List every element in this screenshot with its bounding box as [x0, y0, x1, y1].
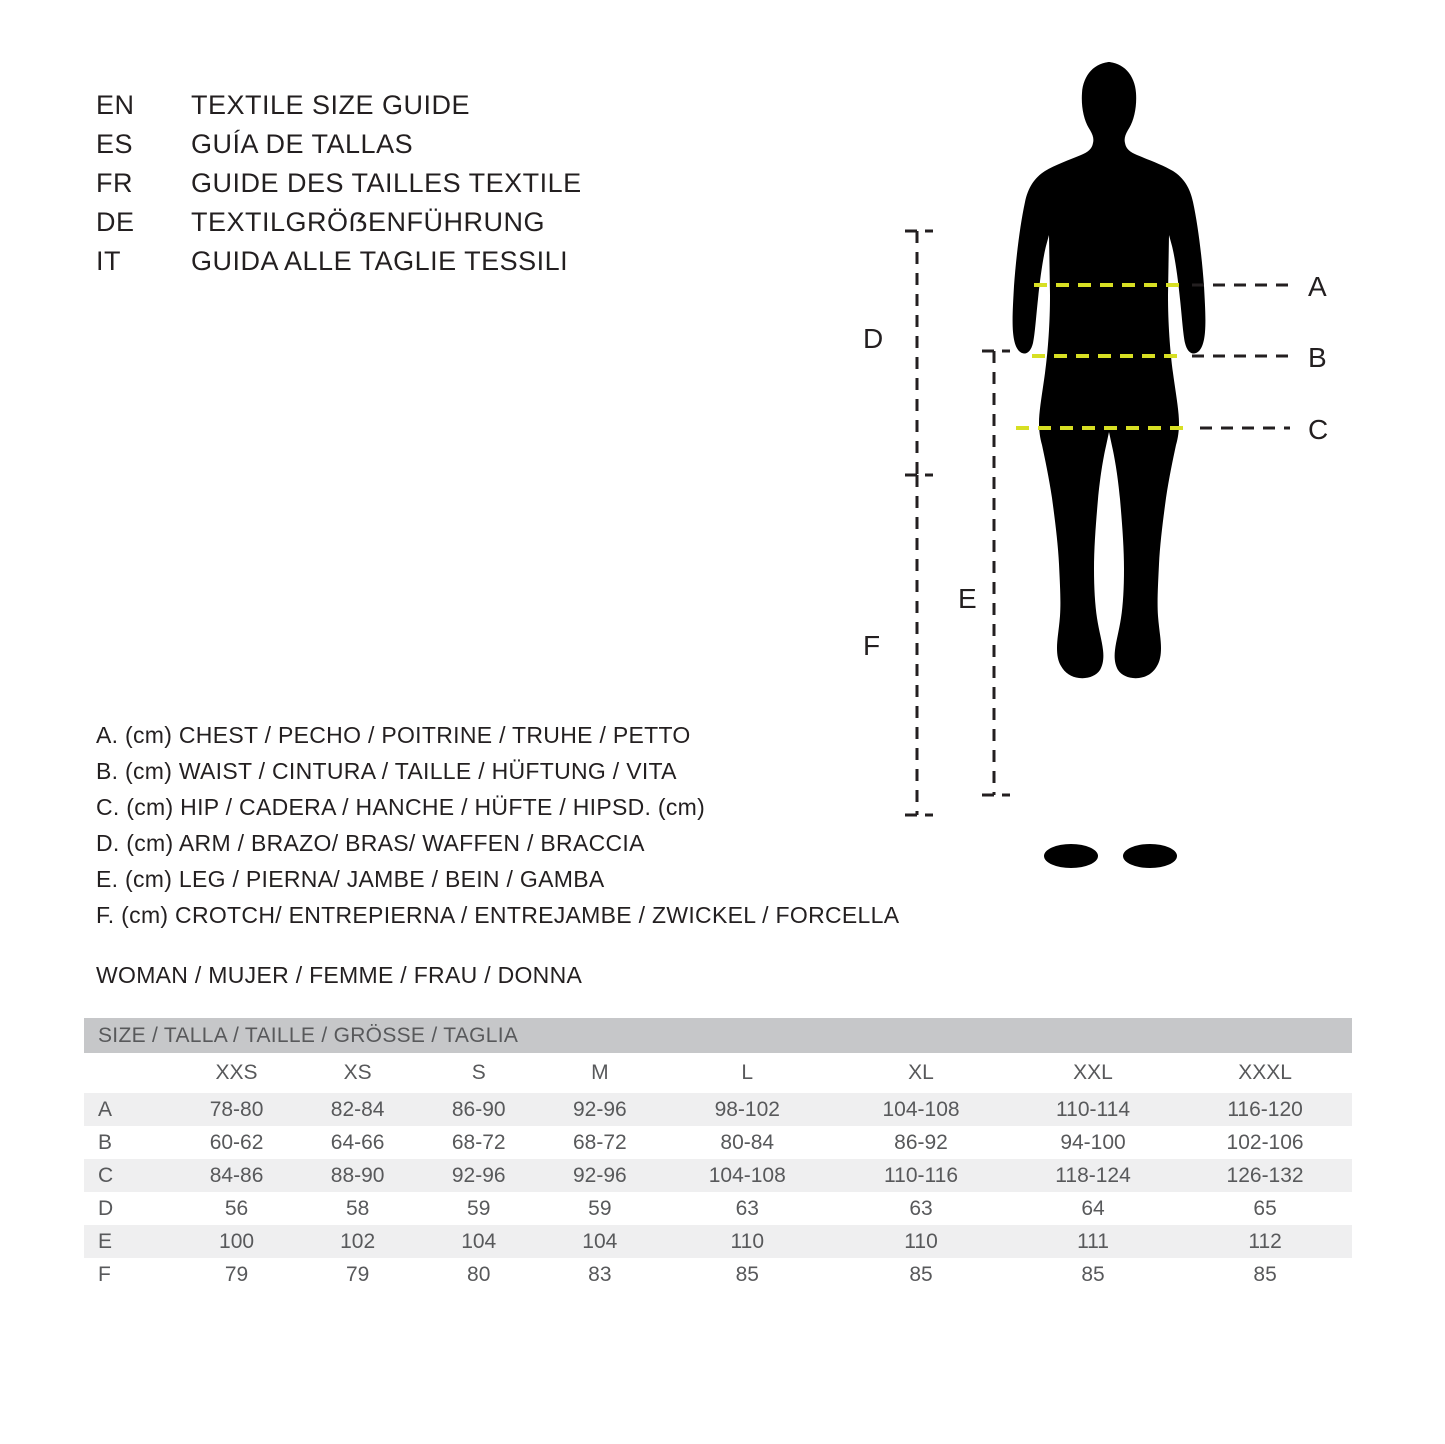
table-corner-cell	[84, 1053, 176, 1093]
cell-d-xs: 58	[297, 1192, 418, 1225]
cell-b-xxxl: 102-106	[1178, 1126, 1352, 1159]
cell-f-xs: 79	[297, 1258, 418, 1291]
cell-b-l: 80-84	[660, 1126, 834, 1159]
leg-label: E	[958, 583, 977, 614]
table-band-title: SIZE / TALLA / TAILLE / GRÖSSE / TAGLIA	[84, 1018, 1352, 1053]
table-row	[84, 1093, 1352, 1126]
measurement-figure	[830, 55, 1390, 915]
cell-c-xxxl: 126-132	[1178, 1159, 1352, 1192]
legend-item-d: D. (cm) ARM / BRAZO/ BRAS/ WAFFEN / BRACCIA	[96, 830, 645, 856]
table-row	[84, 1126, 1352, 1159]
legend-item-b: B. (cm) WAIST / CINTURA / TAILLE / HÜFTUNG / VITA	[96, 758, 677, 784]
cell-c-l: 104-108	[660, 1159, 834, 1192]
row-label-e: E	[84, 1225, 176, 1258]
title-lang-it: IT	[96, 246, 121, 276]
title-row	[96, 129, 716, 168]
column-header-xxxl: XXXL	[1178, 1053, 1352, 1093]
column-header-xl: XL	[834, 1053, 1008, 1093]
title-row	[96, 246, 716, 285]
cell-c-m: 92-96	[539, 1159, 660, 1192]
cell-f-xxs: 79	[176, 1258, 297, 1291]
table-row	[84, 1192, 1352, 1225]
title-row	[96, 207, 716, 246]
cell-b-xxl: 94-100	[1008, 1126, 1178, 1159]
group-caption: WOMAN / MUJER / FEMME / FRAU / DONNA	[96, 962, 583, 988]
cell-f-xxxl: 85	[1178, 1258, 1352, 1291]
column-header-l: L	[660, 1053, 834, 1093]
cell-c-s: 92-96	[418, 1159, 539, 1192]
cell-e-l: 110	[660, 1225, 834, 1258]
cell-d-xl: 63	[834, 1192, 1008, 1225]
title-text-fr: GUIDE DES TAILLES TEXTILE	[191, 168, 582, 198]
row-label-a: A	[84, 1093, 176, 1126]
hip-label: C	[1308, 414, 1329, 445]
cell-e-xxl: 111	[1008, 1225, 1178, 1258]
table-column-header-row	[84, 1053, 1352, 1093]
cell-a-xxxl: 116-120	[1178, 1093, 1352, 1126]
cell-d-xxl: 64	[1008, 1192, 1178, 1225]
cell-f-xxl: 85	[1008, 1258, 1178, 1291]
waist-label: B	[1308, 342, 1327, 373]
cell-e-xxxl: 112	[1178, 1225, 1352, 1258]
cell-b-xxs: 60-62	[176, 1126, 297, 1159]
cell-e-s: 104	[418, 1225, 539, 1258]
cell-a-xl: 104-108	[834, 1093, 1008, 1126]
row-label-c: C	[84, 1159, 176, 1192]
title-lang-es: ES	[96, 129, 134, 159]
cell-e-xxs: 100	[176, 1225, 297, 1258]
column-header-s: S	[418, 1053, 539, 1093]
cell-e-m: 104	[539, 1225, 660, 1258]
cell-a-xxs: 78-80	[176, 1093, 297, 1126]
title-lang-fr: FR	[96, 168, 133, 198]
cell-a-xxl: 110-114	[1008, 1093, 1178, 1126]
cell-c-xl: 110-116	[834, 1159, 1008, 1192]
title-lang-de: DE	[96, 207, 135, 237]
cell-e-xs: 102	[297, 1225, 418, 1258]
table-band-header	[84, 1018, 1352, 1053]
title-lang-en: EN	[96, 90, 135, 120]
cell-b-m: 68-72	[539, 1126, 660, 1159]
crotch-measure-bracket	[905, 475, 933, 815]
measurement-legend	[96, 722, 900, 938]
crotch-label: F	[863, 630, 881, 661]
woman-silhouette-icon	[1013, 62, 1206, 678]
cell-f-s: 80	[418, 1258, 539, 1291]
arm-measure-bracket	[905, 231, 933, 475]
legend-item-a: A. (cm) CHEST / PECHO / POITRINE / TRUHE / PETTO	[96, 722, 691, 748]
row-label-f: F	[84, 1258, 176, 1291]
cell-d-xxxl: 65	[1178, 1192, 1352, 1225]
feet-shape	[1044, 844, 1177, 868]
arm-label: D	[863, 323, 884, 354]
legend-item-c: C. (cm) HIP / CADERA / HANCHE / HÜFTE / HIPSD. (cm)	[96, 794, 706, 820]
title-row	[96, 168, 716, 207]
cell-f-l: 85	[660, 1258, 834, 1291]
leg-measure-bracket	[982, 351, 1010, 795]
row-label-d: D	[84, 1192, 176, 1225]
table-row	[84, 1258, 1352, 1291]
column-header-xs: XS	[297, 1053, 418, 1093]
title-text-it: GUIDA ALLE TAGLIE TESSILI	[191, 246, 569, 276]
row-label-b: B	[84, 1126, 176, 1159]
cell-b-xl: 86-92	[834, 1126, 1008, 1159]
size-table	[84, 1018, 1352, 1291]
table-row	[84, 1159, 1352, 1192]
cell-b-s: 68-72	[418, 1126, 539, 1159]
cell-d-xxs: 56	[176, 1192, 297, 1225]
cell-e-xl: 110	[834, 1225, 1008, 1258]
table-row	[84, 1225, 1352, 1258]
cell-d-s: 59	[418, 1192, 539, 1225]
legend-item-f: F. (cm) CROTCH/ ENTREPIERNA / ENTREJAMBE / ZWICKEL / FORCELLA	[96, 902, 900, 928]
title-block	[96, 90, 716, 285]
cell-d-l: 63	[660, 1192, 834, 1225]
title-text-en: TEXTILE SIZE GUIDE	[191, 90, 471, 120]
cell-b-xs: 64-66	[297, 1126, 418, 1159]
cell-c-xs: 88-90	[297, 1159, 418, 1192]
column-header-xxl: XXL	[1008, 1053, 1178, 1093]
title-row	[96, 90, 716, 129]
cell-d-m: 59	[539, 1192, 660, 1225]
column-header-m: M	[539, 1053, 660, 1093]
column-header-xxs: XXS	[176, 1053, 297, 1093]
cell-f-xl: 85	[834, 1258, 1008, 1291]
title-text-es: GUÍA DE TALLAS	[191, 129, 414, 159]
cell-a-l: 98-102	[660, 1093, 834, 1126]
title-text-de: TEXTILGRÖẞENFÜHRUNG	[191, 207, 545, 237]
cell-c-xxl: 118-124	[1008, 1159, 1178, 1192]
cell-c-xxs: 84-86	[176, 1159, 297, 1192]
cell-f-m: 83	[539, 1258, 660, 1291]
legend-item-e: E. (cm) LEG / PIERNA/ JAMBE / BEIN / GAMBA	[96, 866, 605, 892]
cell-a-xs: 82-84	[297, 1093, 418, 1126]
chest-label: A	[1308, 271, 1327, 302]
cell-a-m: 92-96	[539, 1093, 660, 1126]
cell-a-s: 86-90	[418, 1093, 539, 1126]
